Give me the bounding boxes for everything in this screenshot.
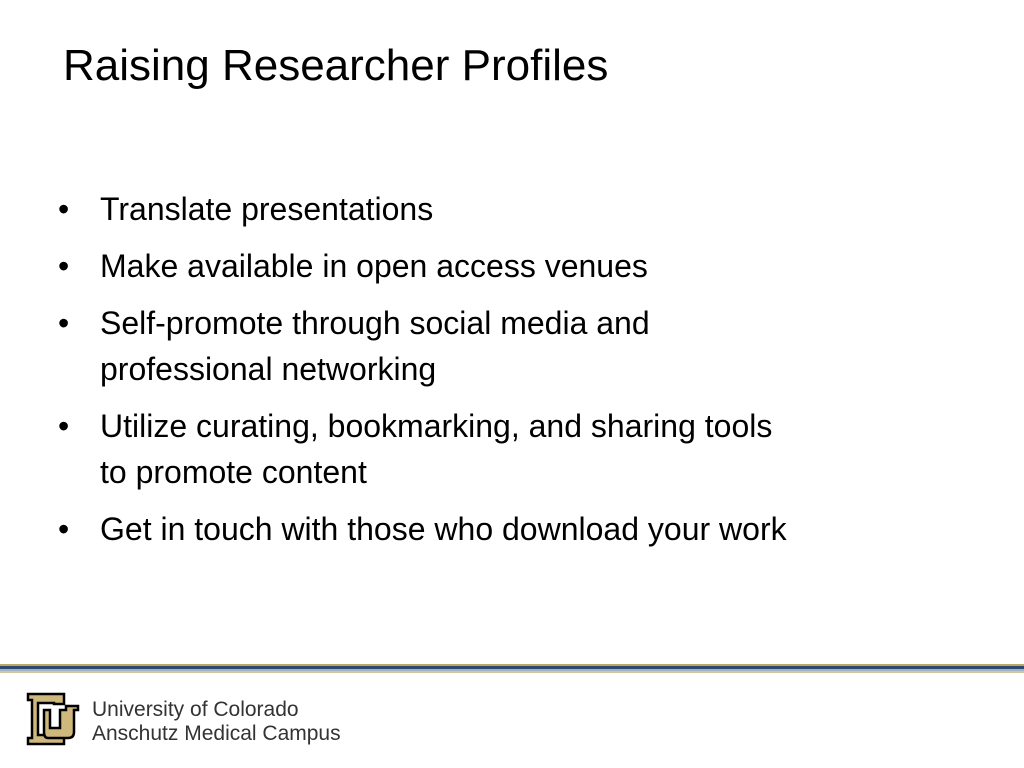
bullet-text: Utilize curating, bookmarking, and sharing tools [100,408,773,444]
list-item [58,243,978,289]
org-name [92,698,341,746]
cu-logo-icon [24,690,82,748]
bullet-text: Make available in open access venues [100,248,648,284]
footer-divider-tan [0,671,1024,673]
org-name-line2: Anschutz Medical Campus [92,722,341,745]
org-name-line1: University of Colorado [92,698,299,721]
bullet-list [58,186,978,563]
list-item [58,506,978,552]
bullet-text: Self-promote through social media and [100,305,650,341]
bullet-icon: • [58,511,70,547]
bullet-text-continued: to promote content [100,454,367,490]
bullet-text: Translate presentations [100,191,434,227]
list-item [58,403,978,495]
bullet-icon: • [58,191,70,227]
list-item [58,186,978,232]
bullet-text: Get in touch with those who download your work [100,511,787,547]
bullet-icon: • [58,248,70,284]
bullet-icon: • [58,305,70,341]
slide-title: Raising Researcher Profiles [63,41,609,90]
list-item [58,300,978,392]
bullet-text-continued: professional networking [100,351,437,387]
bullet-icon: • [58,408,70,444]
